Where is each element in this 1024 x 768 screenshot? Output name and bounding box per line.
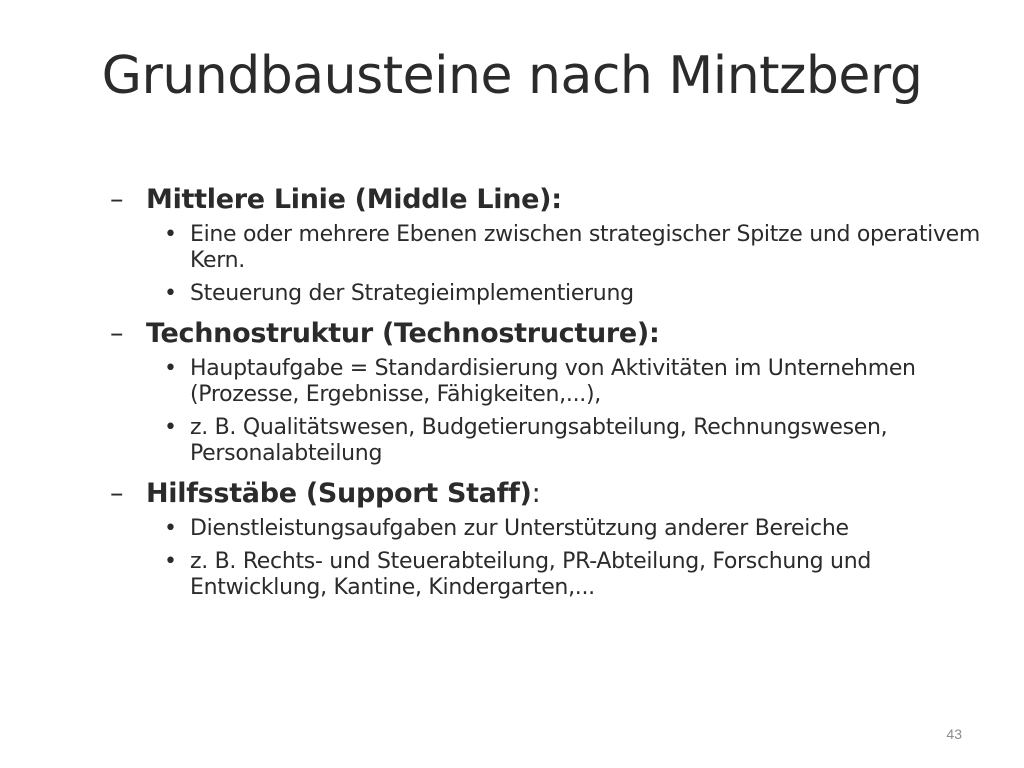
bullet-marker: • xyxy=(164,222,177,247)
bullet-marker: • xyxy=(164,415,177,440)
section-middle-line xyxy=(110,180,990,307)
bullet-list xyxy=(110,516,990,601)
bullet-marker: • xyxy=(164,549,177,574)
bullet-list xyxy=(110,356,990,467)
bullet-marker: • xyxy=(164,281,177,306)
section-heading xyxy=(110,180,990,220)
slide-title: Grundbausteine nach Mintzberg xyxy=(101,46,923,106)
section-heading-bold: Hilfsstäbe (Support Staff) xyxy=(146,478,532,509)
section-heading-bold: Mittlere Linie (Middle Line): xyxy=(146,184,562,215)
bullet-text: Dienstleistungsaufgaben zur Unterstützung anderer Bereiche xyxy=(190,516,849,541)
dash-marker: – xyxy=(110,318,124,349)
section-technostructure xyxy=(110,314,990,467)
page-number: 43 xyxy=(946,726,962,742)
bullet-item xyxy=(110,356,990,408)
bullet-text: z. B. Qualitätswesen, Budgetierungsabteilung, Rechnungswesen, Personalabteilung xyxy=(190,415,888,466)
bullet-item xyxy=(110,415,990,467)
dash-marker: – xyxy=(110,184,124,215)
dash-marker: – xyxy=(110,478,124,509)
section-support-staff xyxy=(110,474,990,601)
bullet-text: Eine oder mehrere Ebenen zwischen strategischer Spitze und operativem Kern. xyxy=(190,222,981,273)
bullet-item xyxy=(110,222,990,274)
bullet-marker: • xyxy=(164,356,177,381)
bullet-text: Steuerung der Strategieimplementierung xyxy=(190,281,634,306)
bullet-marker: • xyxy=(164,516,177,541)
bullet-item xyxy=(110,549,990,601)
bullet-list xyxy=(110,222,990,307)
bullet-item xyxy=(110,281,990,307)
section-heading-rest: : xyxy=(531,478,541,509)
section-heading-bold: Technostruktur (Technostructure): xyxy=(146,318,660,349)
slide-content xyxy=(110,180,990,608)
section-heading xyxy=(110,314,990,354)
bullet-text: z. B. Rechts- und Steuerabteilung, PR-Abteilung, Forschung und Entwicklung, Kantine, Kindergarten,... xyxy=(190,549,871,600)
bullet-text: Hauptaufgabe = Standardisierung von Aktivitäten im Unternehmen (Prozesse, Ergebnisse, Fähigkeiten,...), xyxy=(190,356,916,407)
bullet-item xyxy=(110,516,990,542)
section-heading xyxy=(110,474,990,514)
